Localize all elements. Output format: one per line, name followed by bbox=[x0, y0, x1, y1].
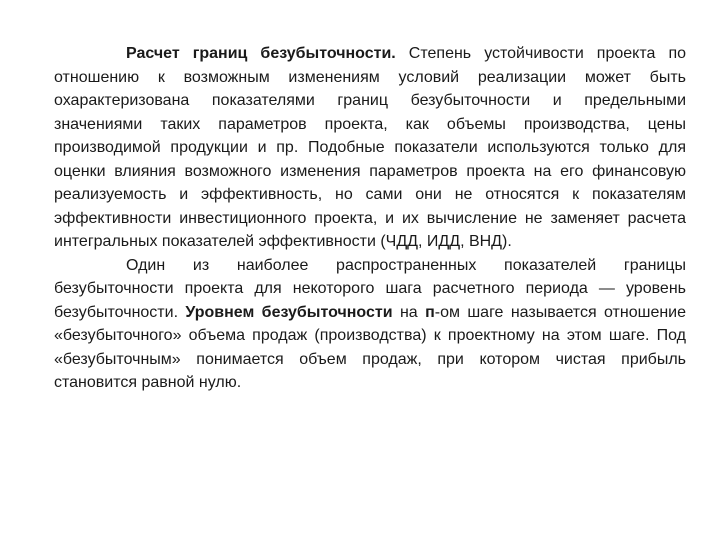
paragraph-breakeven-level bbox=[54, 254, 686, 395]
paragraph-2-text-start: Один из наиболее распространенных показателей границы безубыточности проекта для некоторого шага расчетного периода — уровень безубыточности. bbox=[54, 256, 686, 321]
heading-breakeven-calculation: Расчет границ безубыточности. bbox=[126, 45, 396, 62]
term-n-step: п bbox=[425, 303, 435, 321]
paragraph-2-text-mid: на bbox=[392, 303, 426, 321]
paragraph-1-text: Степень устойчивости проекта по отношению к возможным изменениям условий реализации может быть охарактеризована показателями границ безубыточности и предельными значениями таких параметров проекта, как объемы производства, цены производимой продукции и пр. Подобные показатели используются только для оценки влияния возможного изменения параметров проекта на его финансовую реализуемость и эффективность, но сами они не относятся к показателям эффективности инвестиционного проекта, и их вычисление не заменяет расчета интегральных показателей эффективности (ЧДД, ИДД, ВНД). bbox=[54, 45, 687, 250]
text-body bbox=[54, 42, 686, 395]
paragraph-breakeven-intro bbox=[54, 42, 686, 254]
paragraph-2-text-end: -ом шаге называется отношение «безубыточного» объема продаж (производства) к проектному на этом шаге. Под «безубыточным» понимается объем продаж, при котором чистая прибыль становится равной нулю. bbox=[54, 303, 687, 391]
term-breakeven-level: Уровнем безубыточности bbox=[185, 303, 393, 321]
